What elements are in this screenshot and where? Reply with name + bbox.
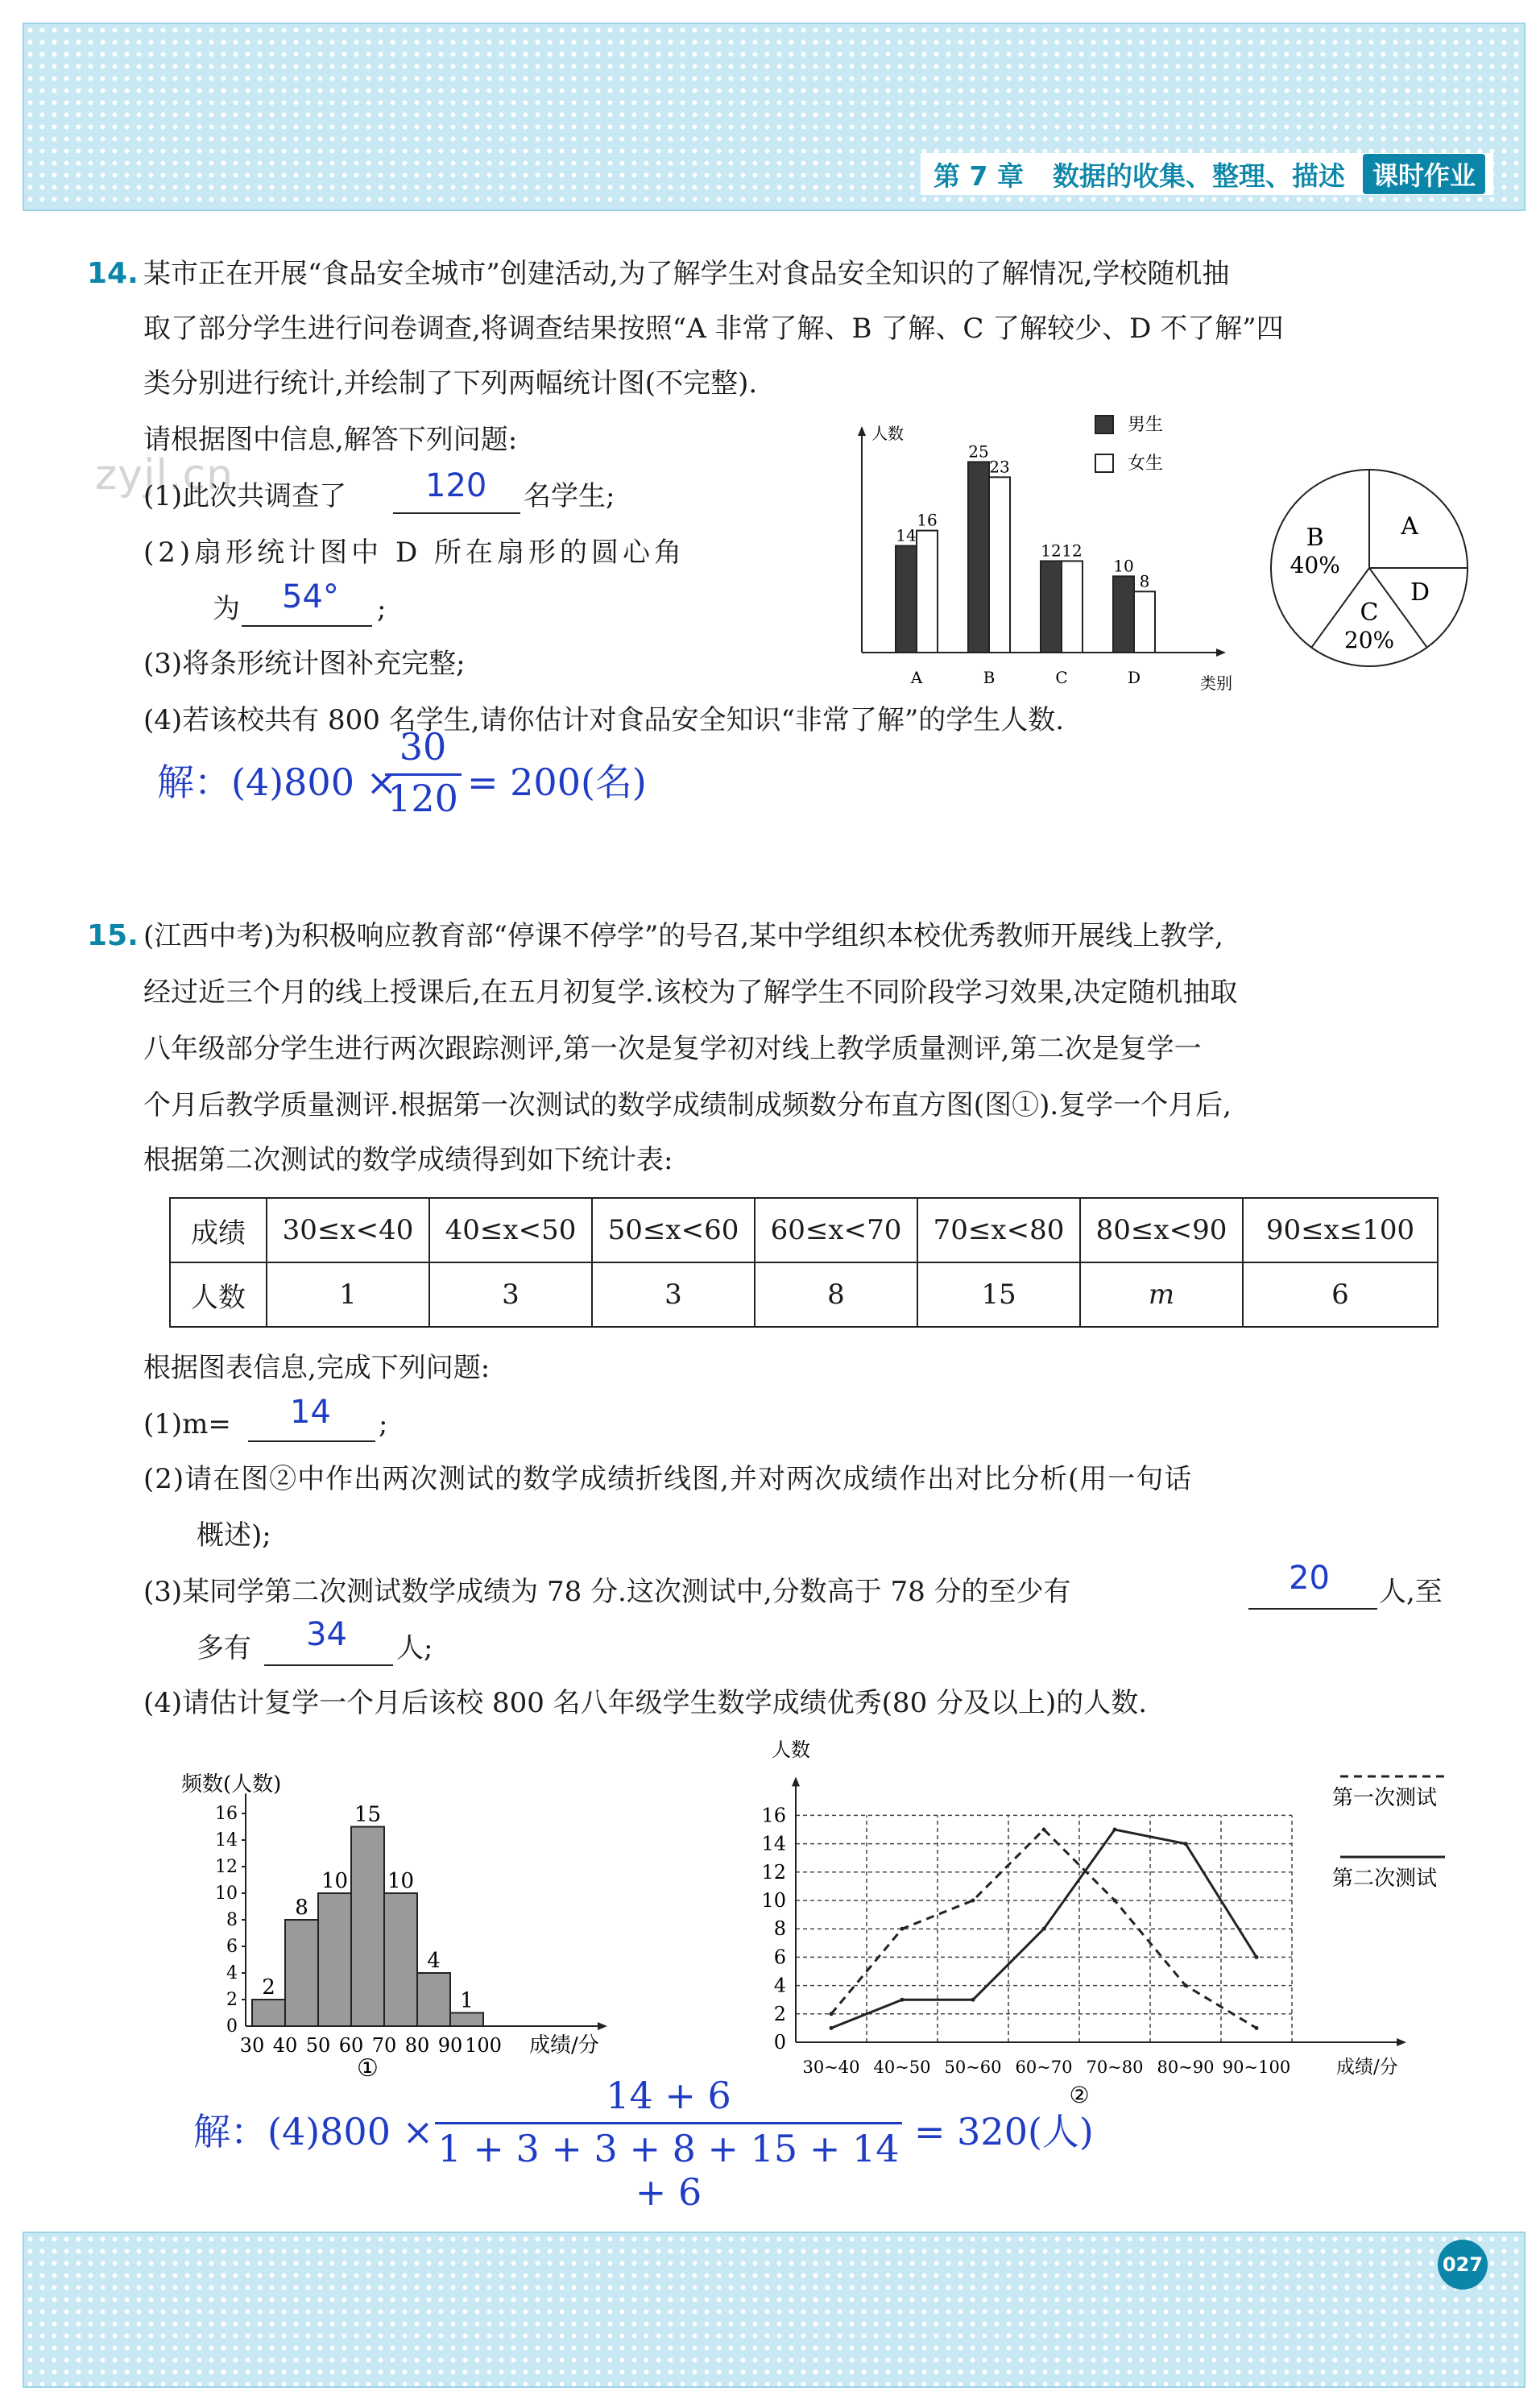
series-point bbox=[900, 1998, 905, 2002]
q14-p1-blank bbox=[393, 512, 520, 514]
q14-pie-chart bbox=[1261, 459, 1478, 677]
q15-line-5: 根据第二次测试的数学成绩得到如下统计表: bbox=[143, 1144, 673, 1176]
q15-p3-answer-1: 20 bbox=[1289, 1560, 1330, 1597]
x-tick-label: 30 bbox=[239, 2034, 265, 2057]
x-tick-label: 100 bbox=[465, 2034, 502, 2057]
brand-logo: 课时作业 bbox=[1363, 154, 1485, 194]
legend-swatch bbox=[1095, 454, 1113, 472]
q14-p2-pre: 为 bbox=[213, 593, 240, 625]
y-axis-label: 人数 bbox=[772, 1739, 810, 1761]
q14-bar-chart bbox=[838, 411, 1232, 701]
bar bbox=[917, 531, 938, 653]
q15-p3-blank-1 bbox=[1248, 1608, 1377, 1610]
y-tick-label: 0 bbox=[773, 2031, 786, 2054]
category-label: C bbox=[1055, 668, 1068, 687]
score-table-header-row bbox=[170, 1198, 1438, 1262]
q15-p3-line1-pre: (3)某同学第二次测试数学成绩为 78 分.这次测试中,分数高于 78 分的至少有 bbox=[143, 1576, 1071, 1608]
q15-histogram bbox=[181, 1768, 681, 2083]
y-tick-label: 10 bbox=[215, 1884, 238, 1904]
figure-caption: ① bbox=[357, 2054, 379, 2083]
x-tick-label: 60~70 bbox=[1015, 2058, 1073, 2077]
q15-p3-line2-pre: 多有 bbox=[197, 1632, 251, 1664]
pie-slice-percent: 20% bbox=[1343, 626, 1395, 653]
series-point bbox=[971, 1899, 975, 1903]
pie-slice-label: A bbox=[1401, 512, 1418, 541]
y-tick-label: 12 bbox=[761, 1860, 786, 1884]
x-axis-label: 成绩/分 bbox=[529, 2033, 599, 2058]
series-point bbox=[1184, 1842, 1188, 1846]
q15-solution-result: = 320(人) bbox=[914, 2110, 1094, 2153]
q15-line-4: 个月后教学质量测评.根据第一次测试的数学成绩制成频数分布直方图(图①).复学一个月后, bbox=[143, 1089, 1232, 1121]
q15-p3-blank-2 bbox=[264, 1664, 393, 1666]
x-axis-label: 类别 bbox=[1200, 673, 1232, 693]
histogram-bar bbox=[351, 1827, 384, 2027]
bar bbox=[1062, 561, 1083, 653]
chapter-label: 第 7 章 bbox=[934, 160, 1024, 192]
y-tick-label: 8 bbox=[773, 1917, 786, 1941]
bar bbox=[989, 477, 1010, 653]
pie-slice-percent: 40% bbox=[1290, 552, 1340, 579]
bar-value-label: 14 bbox=[896, 525, 917, 545]
x-tick-label: 70 bbox=[371, 2034, 397, 2057]
q15-p1-post: ; bbox=[379, 1408, 388, 1440]
bottom-dotted-band bbox=[23, 2232, 1526, 2388]
q15-p1-answer: 14 bbox=[290, 1394, 331, 1431]
pie-slice-label: B bbox=[1306, 524, 1324, 553]
table-cell: 1 bbox=[267, 1262, 429, 1327]
histogram-bar bbox=[450, 2013, 483, 2027]
bar bbox=[1041, 561, 1062, 653]
table-cell: 90≤x≤100 bbox=[1243, 1198, 1438, 1262]
series-point bbox=[1042, 1828, 1046, 1832]
x-tick-label: 70~80 bbox=[1086, 2058, 1144, 2077]
y-tick-label: 6 bbox=[226, 1937, 238, 1957]
bar-value-label: 8 bbox=[1139, 571, 1150, 591]
pie-slice-label: C bbox=[1360, 598, 1379, 627]
y-tick-label: 10 bbox=[761, 1889, 786, 1912]
series-point bbox=[1113, 1828, 1117, 1832]
bar-value-label: 10 bbox=[1113, 556, 1134, 576]
table-cell: 15 bbox=[917, 1262, 1080, 1327]
table-cell: 8 bbox=[755, 1262, 917, 1327]
q14-p2-blank bbox=[242, 625, 372, 627]
q14-p2-line1: (2)扇形统计图中 D 所在扇形的圆心角 bbox=[143, 537, 686, 569]
y-tick-label: 4 bbox=[773, 1974, 786, 1997]
bar bbox=[1134, 591, 1155, 653]
x-tick-label: 60 bbox=[338, 2034, 364, 2057]
histogram-value-label: 10 bbox=[321, 1869, 349, 1893]
category-label: B bbox=[983, 668, 996, 687]
q15-p3-answer-2: 34 bbox=[306, 1616, 347, 1653]
q15-solution-numerator: 14 + 6 bbox=[606, 2074, 731, 2117]
y-tick-label: 2 bbox=[226, 1990, 238, 2010]
table-cell: 3 bbox=[592, 1262, 755, 1327]
y-axis-arrow bbox=[792, 1776, 800, 1786]
x-tick-label: 80 bbox=[404, 2034, 430, 2057]
q14-solution-result: = 200(名) bbox=[467, 761, 647, 804]
legend-label: 男生 bbox=[1128, 415, 1164, 435]
q15-line-chart bbox=[725, 1724, 1498, 2108]
bar-value-label: 16 bbox=[917, 510, 938, 530]
q15-p3-line2-post: 人; bbox=[396, 1632, 433, 1664]
q15-line-2: 经过近三个月的线上授课后,在五月初复学.该校为了解学生不同阶段学习效果,决定随机抽取 bbox=[143, 976, 1238, 1009]
q14-solution-fraction-bar bbox=[385, 773, 462, 776]
q14-solution-numerator: 30 bbox=[399, 725, 447, 769]
y-tick-label: 12 bbox=[215, 1857, 238, 1877]
page-header bbox=[921, 153, 1493, 195]
histogram-value-label: 2 bbox=[262, 1975, 275, 2000]
bar bbox=[1113, 576, 1134, 653]
y-axis-label: 频数(人数) bbox=[181, 1772, 282, 1797]
pie-slice-label: D bbox=[1410, 578, 1430, 607]
table-cell: 40≤x<50 bbox=[429, 1198, 592, 1262]
q15-p2-line2: 概述); bbox=[197, 1519, 271, 1552]
x-tick-label: 90 bbox=[437, 2034, 463, 2057]
q14-p4: (4)若该校共有 800 名学生,请你估计对食品安全知识“非常了解”的学生人数. bbox=[143, 704, 1065, 736]
x-tick-label: 30~40 bbox=[802, 2058, 860, 2077]
bar bbox=[968, 462, 989, 653]
legend-label: 第一次测试 bbox=[1332, 1786, 1438, 1810]
q14-p1-pre: (1)此次共调查了 bbox=[143, 480, 347, 512]
x-tick-label: 50 bbox=[305, 2034, 331, 2057]
table-cell: 30≤x<40 bbox=[267, 1198, 429, 1262]
x-tick-label: 90~100 bbox=[1222, 2058, 1291, 2077]
score-table-count-row bbox=[170, 1262, 1438, 1327]
y-axis-label: 人数 bbox=[871, 424, 904, 443]
series-point bbox=[1255, 1955, 1259, 1959]
histogram-value-label: 1 bbox=[460, 1988, 474, 2013]
histogram-bar bbox=[318, 1893, 351, 2026]
table-cell: m bbox=[1080, 1262, 1243, 1327]
x-axis-arrow bbox=[1397, 2038, 1406, 2046]
table-cell: 60≤x<70 bbox=[755, 1198, 917, 1262]
category-label: A bbox=[910, 668, 923, 687]
q15-p1-blank bbox=[248, 1440, 375, 1442]
x-axis-arrow bbox=[598, 2022, 607, 2030]
series-point bbox=[1113, 1899, 1117, 1903]
bar-value-label: 12 bbox=[1041, 541, 1062, 561]
q15-line-3: 八年级部分学生进行两次跟踪测评,第一次是复学初对线上教学质量测评,第二次是复学一 bbox=[143, 1033, 1202, 1065]
category-label: D bbox=[1127, 668, 1141, 687]
y-tick-label: 14 bbox=[761, 1832, 786, 1855]
y-axis-arrow bbox=[858, 426, 866, 436]
histogram-value-label: 15 bbox=[354, 1802, 382, 1827]
x-axis-label: 成绩/分 bbox=[1336, 2057, 1398, 2078]
bar-value-label: 12 bbox=[1062, 541, 1083, 561]
q15-p2-line1: (2)请在图②中作出两次测试的数学成绩折线图,并对两次成绩作出对比分析(用一句话 bbox=[143, 1463, 1193, 1495]
q14-p1-post: 名学生; bbox=[524, 480, 615, 512]
q15-p1-pre: (1)m= bbox=[143, 1408, 231, 1440]
histogram-bar bbox=[252, 2000, 285, 2026]
table-cell: 80≤x<90 bbox=[1080, 1198, 1243, 1262]
page-number: 027 bbox=[1438, 2240, 1488, 2290]
bar-value-label: 23 bbox=[989, 457, 1010, 477]
histogram-bar bbox=[285, 1920, 318, 2026]
watermark: zyjl.cn bbox=[95, 451, 234, 499]
q15-intro: 根据图表信息,完成下列问题: bbox=[143, 1352, 491, 1384]
q14-p1-answer: 120 bbox=[425, 467, 487, 504]
y-tick-label: 2 bbox=[773, 2002, 786, 2025]
table-cell: 6 bbox=[1243, 1262, 1438, 1327]
q15-number: 15. bbox=[87, 919, 139, 952]
series-point bbox=[900, 1927, 905, 1931]
q15-solution-fraction-bar bbox=[435, 2122, 902, 2124]
histogram-value-label: 8 bbox=[295, 1896, 308, 1920]
q14-solution-prefix: 解：(4)800 × bbox=[157, 761, 398, 804]
table-cell: 3 bbox=[429, 1262, 592, 1327]
q14-solution-denominator: 120 bbox=[387, 777, 458, 820]
q14-line-3: 类分别进行统计,并绘制了下列两幅统计图(不完整). bbox=[143, 367, 758, 400]
series-point bbox=[830, 2012, 834, 2016]
figure-caption: ② bbox=[1069, 2082, 1090, 2108]
series-point bbox=[1255, 2026, 1259, 2030]
table-cell: 人数 bbox=[170, 1262, 267, 1327]
legend-swatch bbox=[1095, 416, 1113, 433]
histogram-value-label: 4 bbox=[427, 1949, 441, 1973]
q14-p2-post: ; bbox=[377, 593, 387, 625]
score-table bbox=[169, 1197, 1439, 1328]
y-tick-label: 14 bbox=[215, 1830, 238, 1851]
y-tick-label: 0 bbox=[226, 2016, 238, 2037]
legend-label: 第二次测试 bbox=[1332, 1867, 1438, 1891]
q15-p4: (4)请估计复学一个月后该校 800 名八年级学生数学成绩优秀(80 分及以上)的人数. bbox=[143, 1687, 1148, 1719]
y-tick-label: 6 bbox=[773, 1946, 786, 1969]
series-point bbox=[1184, 1983, 1188, 1987]
histogram-value-label: 10 bbox=[387, 1869, 415, 1893]
x-tick-label: 40 bbox=[272, 2034, 298, 2057]
y-tick-label: 16 bbox=[215, 1804, 238, 1824]
x-tick-label: 50~60 bbox=[944, 2058, 1002, 2077]
q15-p3-line1-post: 人,至 bbox=[1379, 1576, 1443, 1608]
q15-solution-denominator: 1 + 3 + 3 + 8 + 15 + 14 + 6 bbox=[437, 2127, 900, 2214]
x-axis-arrow bbox=[1216, 649, 1226, 657]
q15-line-1: (江西中考)为积极响应教育部“停课不停学”的号召,某中学组织本校优秀教师开展线上教学, bbox=[143, 920, 1223, 952]
chapter-title: 数据的收集、整理、描述 bbox=[1052, 160, 1345, 192]
series-point bbox=[1042, 1927, 1046, 1931]
bar bbox=[896, 546, 917, 653]
histogram-bar bbox=[384, 1893, 417, 2026]
x-tick-label: 40~50 bbox=[873, 2058, 931, 2077]
q14-line-2: 取了部分学生进行问卷调查,将调查结果按照“A 非常了解、B 了解、C 了解较少、D 不了解”四 bbox=[143, 313, 1284, 345]
table-cell: 50≤x<60 bbox=[592, 1198, 755, 1262]
q15-solution-prefix: 解：(4)800 × bbox=[193, 2110, 434, 2153]
bar-value-label: 25 bbox=[968, 441, 989, 462]
y-tick-label: 8 bbox=[226, 1910, 238, 1930]
q14-intro: 请根据图中信息,解答下列问题: bbox=[143, 424, 518, 456]
q14-line-1: 某市正在开展“食品安全城市”创建活动,为了解学生对食品安全知识的了解情况,学校随机抽 bbox=[143, 258, 1230, 290]
histogram-bar bbox=[417, 1973, 450, 2026]
legend-label: 女生 bbox=[1128, 454, 1164, 474]
q14-number: 14. bbox=[87, 257, 139, 290]
q14-p3: (3)将条形统计图补充完整; bbox=[143, 648, 466, 680]
series-point bbox=[830, 2026, 834, 2030]
table-cell: 成绩 bbox=[170, 1198, 267, 1262]
table-cell: 70≤x<80 bbox=[917, 1198, 1080, 1262]
q14-p2-answer: 54° bbox=[282, 578, 339, 615]
y-tick-label: 16 bbox=[761, 1804, 786, 1827]
series-point bbox=[971, 1998, 975, 2002]
y-tick-label: 4 bbox=[226, 1963, 238, 1983]
x-tick-label: 80~90 bbox=[1157, 2058, 1215, 2077]
